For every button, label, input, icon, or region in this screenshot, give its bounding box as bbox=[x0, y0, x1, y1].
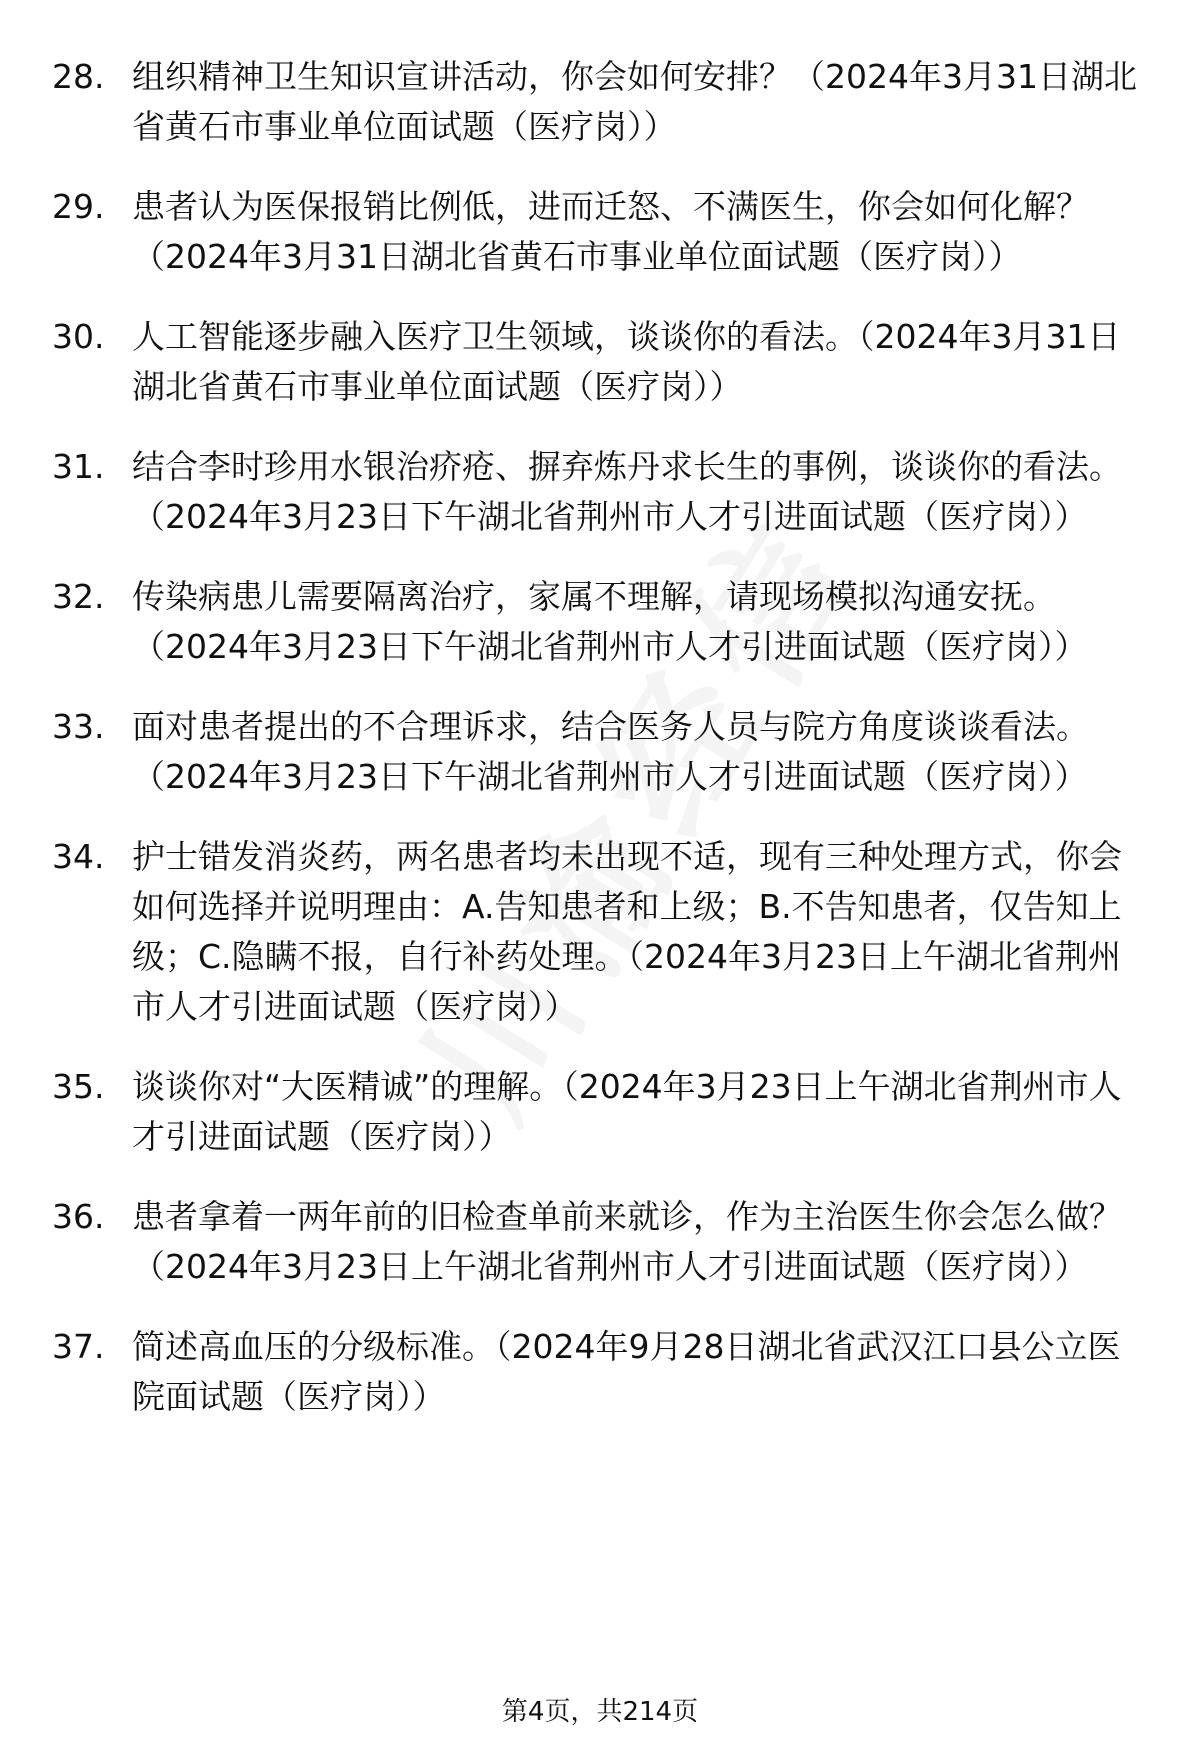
question-text: 组织精神卫生知识宣讲活动，你会如何安排？（2024年3月31日湖北省黄石市事业单位面试题（医疗岗）） bbox=[132, 57, 1137, 146]
list-item bbox=[52, 312, 1152, 412]
question-text: 人工智能逐步融入医疗卫生领域，谈谈你的看法。（2024年3月31日湖北省黄石市事业单位面试题（医疗岗）） bbox=[132, 317, 1121, 406]
question-number: 32. bbox=[52, 577, 105, 616]
list-item bbox=[52, 572, 1152, 672]
list-item bbox=[52, 702, 1152, 802]
question-list bbox=[52, 52, 1152, 1452]
question-number: 33. bbox=[52, 707, 105, 746]
list-item bbox=[52, 832, 1152, 1032]
question-number: 30. bbox=[52, 317, 105, 356]
question-text: 患者拿着一两年前的旧检查单前来就诊，作为主治医生你会怎么做？（2024年3月23日上午湖北省荆州市人才引进面试题（医疗岗）） bbox=[132, 1197, 1122, 1286]
question-text: 面对患者提出的不合理诉求，结合医务人员与院方角度谈谈看法。（2024年3月23日下午湖北省荆州市人才引进面试题（医疗岗）） bbox=[132, 707, 1089, 796]
question-text: 传染病患儿需要隔离治疗，家属不理解，请现场模拟沟通安抚。（2024年3月23日下午湖北省荆州市人才引进面试题（医疗岗）） bbox=[132, 577, 1088, 666]
question-number: 28. bbox=[52, 57, 105, 96]
question-number: 35. bbox=[52, 1067, 105, 1106]
list-item bbox=[52, 1062, 1152, 1162]
question-text: 结合李时珍用水银治疥疮、摒弃炼丹求长生的事例，谈谈你的看法。（2024年3月23日下午湖北省荆州市人才引进面试题（医疗岗）） bbox=[132, 447, 1122, 536]
list-item bbox=[52, 182, 1152, 282]
question-number: 31. bbox=[52, 447, 105, 486]
question-number: 36. bbox=[52, 1197, 105, 1236]
question-number: 29. bbox=[52, 187, 105, 226]
page-number: 第4页，共214页 bbox=[501, 1697, 699, 1727]
question-text: 简述高血压的分级标准。（2024年9月28日湖北省武汉江口县公立医院面试题（医疗岗）） bbox=[132, 1327, 1121, 1416]
question-text: 患者认为医保报销比例低，进而迁怒、不满医生，你会如何化解？（2024年3月31日湖北省黄石市事业单位面试题（医疗岗）） bbox=[132, 187, 1089, 276]
list-item bbox=[52, 442, 1152, 542]
question-number: 37. bbox=[52, 1327, 105, 1366]
list-item bbox=[52, 52, 1152, 152]
question-text: 护士错发消炎药，两名患者均未出现不适，现有三种处理方式，你会如何选择并说明理由：A.告知患者和上级；B.不告知患者，仅告知上级；C.隐瞒不报，自行补药处理。（2024年3月23日上午湖北省荆州市人才引进面试题（医疗岗）） bbox=[132, 837, 1122, 1026]
question-number: 34. bbox=[52, 837, 105, 876]
list-item bbox=[52, 1322, 1152, 1422]
list-item bbox=[52, 1192, 1152, 1292]
question-text: 谈谈你对“大医精诚”的理解。（2024年3月23日上午湖北省荆州市人才引进面试题（医疗岗）） bbox=[132, 1067, 1122, 1156]
